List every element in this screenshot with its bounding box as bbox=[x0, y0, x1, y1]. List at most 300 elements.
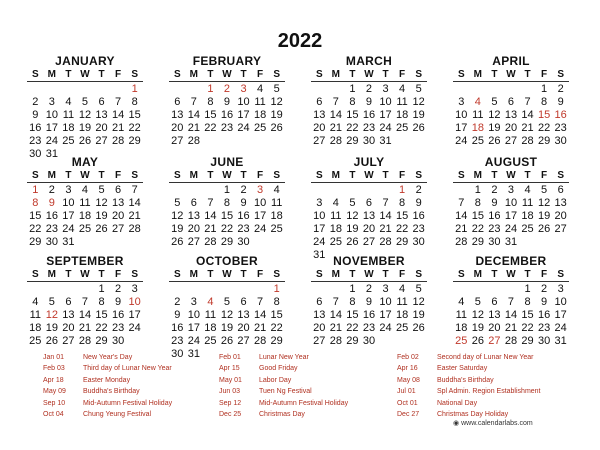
day-cell: 10 bbox=[237, 96, 250, 108]
empty-cell bbox=[219, 135, 236, 148]
day-cell: 22 bbox=[471, 223, 484, 235]
day-cell: 27 bbox=[95, 135, 108, 147]
day-cell: 5 bbox=[415, 83, 422, 95]
day-cell: 13 bbox=[313, 109, 326, 121]
day-cell: 4 bbox=[65, 96, 72, 108]
weekday-label: T bbox=[98, 69, 105, 80]
day-cell: 24 bbox=[455, 135, 468, 147]
day-cell: 8 bbox=[273, 296, 280, 308]
day-cell: 24 bbox=[253, 223, 267, 235]
holiday-item bbox=[397, 363, 541, 374]
empty-cell bbox=[235, 135, 252, 148]
day-cell: 19 bbox=[412, 109, 425, 121]
day-cell: 31 bbox=[554, 335, 567, 347]
month-december bbox=[453, 254, 569, 348]
day-cell: 27 bbox=[111, 223, 125, 235]
weekday-label: M bbox=[189, 69, 199, 80]
day-cell: 15 bbox=[521, 309, 534, 321]
day-cell: 26 bbox=[412, 122, 425, 134]
day-cell: 15 bbox=[95, 309, 108, 321]
day-cell: 5 bbox=[474, 296, 481, 308]
empty-cell bbox=[552, 236, 569, 249]
day-cell: 20 bbox=[171, 122, 184, 134]
week-row bbox=[27, 283, 143, 296]
empty-cell bbox=[268, 236, 285, 249]
empty-cell bbox=[503, 83, 520, 96]
weekday-label: M bbox=[331, 269, 341, 280]
weekday-label: M bbox=[331, 69, 341, 80]
day-cell: 28 bbox=[204, 236, 217, 248]
day-cell: 7 bbox=[507, 296, 515, 308]
holiday-item bbox=[397, 398, 541, 409]
holiday-item bbox=[43, 409, 172, 420]
day-cell: 2 bbox=[557, 83, 564, 95]
holiday-column bbox=[397, 352, 541, 420]
day-cell: 24 bbox=[45, 135, 58, 147]
day-cell: 27 bbox=[488, 335, 501, 347]
day-cell: 4 bbox=[399, 83, 406, 95]
day-cell: 20 bbox=[313, 122, 326, 134]
day-cell: 17 bbox=[45, 122, 58, 134]
holiday-name: Buddha's Birthday bbox=[83, 388, 140, 396]
day-cell: 7 bbox=[458, 197, 465, 209]
weekday-label: F bbox=[257, 69, 264, 80]
day-cell: 18 bbox=[395, 309, 409, 321]
day-cell: 11 bbox=[254, 96, 266, 108]
day-cell: 17 bbox=[379, 109, 392, 121]
day-cell: 21 bbox=[379, 223, 392, 235]
empty-cell bbox=[202, 184, 219, 197]
empty-cell bbox=[536, 236, 553, 249]
day-cell: 29 bbox=[471, 236, 484, 248]
day-cell: 9 bbox=[415, 197, 422, 209]
day-cell: 30 bbox=[29, 148, 42, 160]
week-row bbox=[169, 184, 285, 197]
empty-cell bbox=[486, 283, 503, 296]
day-cell: 24 bbox=[379, 322, 392, 334]
footer-link[interactable]: www.calendarlabs.com bbox=[461, 420, 533, 427]
day-cell: 17 bbox=[379, 309, 392, 321]
day-cell: 18 bbox=[471, 122, 484, 134]
day-cell: 21 bbox=[504, 322, 518, 334]
day-cell: 30 bbox=[237, 236, 250, 248]
weekday-label: M bbox=[47, 69, 57, 80]
day-cell: 9 bbox=[541, 296, 548, 308]
week-row bbox=[453, 322, 569, 335]
empty-cell bbox=[361, 184, 378, 197]
day-cell: 29 bbox=[128, 135, 141, 147]
holiday-name: Easter Saturday bbox=[437, 365, 488, 373]
day-cell: 5 bbox=[415, 283, 422, 295]
empty-cell bbox=[27, 283, 44, 296]
day-cell: 25 bbox=[455, 335, 468, 347]
holiday-item bbox=[219, 398, 348, 409]
holiday-name: Christmas Day bbox=[259, 411, 305, 419]
day-cell: 16 bbox=[45, 210, 58, 222]
day-cell: 23 bbox=[488, 223, 501, 235]
week-row bbox=[453, 135, 569, 148]
day-cell: 2 bbox=[365, 83, 373, 95]
empty-cell bbox=[252, 283, 269, 296]
holiday-name: Tuen Ng Festival bbox=[259, 388, 312, 396]
day-cell: 21 bbox=[204, 223, 217, 235]
day-cell: 5 bbox=[491, 96, 498, 108]
weekday-label: M bbox=[331, 170, 341, 181]
day-cell: 30 bbox=[171, 348, 184, 360]
day-cell: 12 bbox=[220, 309, 234, 321]
week-row bbox=[311, 83, 427, 96]
day-cell: 28 bbox=[379, 236, 392, 248]
day-cell: 7 bbox=[332, 296, 339, 308]
weekday-header bbox=[311, 169, 427, 183]
day-cell: 8 bbox=[474, 197, 481, 209]
day-cell: 9 bbox=[557, 96, 564, 108]
day-cell: 14 bbox=[187, 109, 200, 121]
day-cell: 19 bbox=[537, 210, 551, 222]
week-row bbox=[27, 223, 143, 236]
week-row bbox=[169, 309, 285, 322]
holiday-item bbox=[219, 352, 348, 363]
empty-cell bbox=[126, 236, 143, 249]
page-title: 2022 bbox=[277, 30, 323, 52]
day-cell: 22 bbox=[395, 223, 409, 235]
day-cell: 19 bbox=[270, 109, 283, 121]
day-cell: 10 bbox=[128, 296, 141, 308]
weekday-label: T bbox=[207, 69, 214, 80]
day-cell: 10 bbox=[253, 197, 267, 209]
day-cell: 27 bbox=[313, 335, 326, 347]
day-cell: 4 bbox=[399, 283, 406, 295]
day-cell: 10 bbox=[455, 109, 468, 121]
day-cell: 5 bbox=[273, 83, 280, 95]
holiday-name: New Year's Day bbox=[83, 354, 133, 361]
holiday-item bbox=[43, 352, 172, 363]
weekday-header bbox=[169, 268, 285, 282]
month-name: APRIL bbox=[492, 54, 530, 68]
empty-cell bbox=[470, 83, 487, 96]
day-cell: 20 bbox=[504, 122, 518, 134]
empty-cell bbox=[202, 135, 219, 148]
week-row bbox=[453, 236, 569, 249]
day-cell: 29 bbox=[95, 335, 108, 347]
day-cell: 13 bbox=[95, 109, 108, 121]
week-row bbox=[311, 236, 427, 249]
empty-cell bbox=[44, 83, 61, 96]
empty-cell bbox=[60, 283, 77, 296]
day-cell: 25 bbox=[471, 135, 484, 147]
day-cell: 26 bbox=[488, 135, 501, 147]
day-cell: 9 bbox=[48, 197, 55, 209]
day-cell: 29 bbox=[270, 335, 283, 347]
month-may bbox=[27, 155, 143, 249]
day-cell: 13 bbox=[171, 109, 184, 121]
day-cell: 30 bbox=[45, 236, 58, 248]
day-cell: 16 bbox=[111, 309, 125, 321]
day-cell: 16 bbox=[237, 210, 250, 222]
day-cell: 16 bbox=[488, 210, 501, 222]
day-cell: 3 bbox=[557, 283, 564, 295]
day-cell: 2 bbox=[32, 96, 39, 108]
weekday-label: T bbox=[382, 269, 389, 280]
day-cell: 1 bbox=[273, 283, 280, 295]
day-cell: 8 bbox=[349, 296, 356, 308]
empty-cell bbox=[169, 83, 186, 96]
day-cell: 5 bbox=[223, 296, 231, 308]
day-cell: 7 bbox=[207, 197, 214, 209]
weekday-label: F bbox=[399, 69, 406, 80]
holiday-name: Second day of Lunar New Year bbox=[437, 354, 534, 361]
empty-cell bbox=[470, 283, 487, 296]
empty-cell bbox=[93, 83, 110, 96]
day-cell: 21 bbox=[128, 210, 141, 222]
weekday-label: S bbox=[173, 69, 181, 80]
week-row bbox=[453, 83, 569, 96]
holiday-name: Spl Admin. Region Establishment bbox=[437, 388, 541, 396]
empty-cell bbox=[252, 236, 269, 249]
weekday-label: S bbox=[273, 170, 280, 181]
day-cell: 17 bbox=[128, 309, 141, 321]
empty-cell bbox=[77, 236, 94, 249]
day-cell: 1 bbox=[349, 283, 356, 295]
holiday-date: Sep 10 bbox=[43, 399, 66, 407]
day-cell: 18 bbox=[29, 322, 42, 334]
day-cell: 27 bbox=[171, 135, 184, 147]
empty-cell bbox=[268, 135, 285, 148]
day-cell: 11 bbox=[521, 197, 534, 209]
week-row bbox=[453, 197, 569, 210]
day-cell: 1 bbox=[349, 83, 356, 95]
week-row bbox=[169, 335, 285, 348]
day-cell: 10 bbox=[379, 296, 392, 308]
holiday-name: Mid-Autumn Festival Holiday bbox=[83, 399, 173, 407]
day-cell: 17 bbox=[187, 322, 200, 334]
holiday-column bbox=[219, 352, 348, 420]
day-cell: 10 bbox=[45, 109, 58, 121]
day-cell: 10 bbox=[379, 96, 392, 108]
day-cell: 22 bbox=[204, 122, 217, 134]
day-cell: 8 bbox=[131, 96, 138, 108]
week-row bbox=[169, 83, 285, 96]
weekday-header bbox=[453, 169, 569, 183]
weekday-label: F bbox=[399, 269, 406, 280]
holiday-item bbox=[43, 398, 172, 409]
holiday-name: Good Friday bbox=[259, 365, 298, 373]
day-cell: 14 bbox=[128, 197, 141, 209]
empty-cell bbox=[60, 83, 77, 96]
weekday-label: S bbox=[557, 170, 564, 181]
holiday-item bbox=[219, 409, 348, 420]
weekday-label: T bbox=[349, 269, 356, 280]
month-january bbox=[27, 54, 143, 161]
weekday-label: W bbox=[506, 69, 516, 80]
week-row bbox=[169, 296, 285, 309]
empty-cell bbox=[219, 283, 236, 296]
holiday-item bbox=[219, 375, 348, 386]
day-cell: 14 bbox=[111, 109, 125, 121]
weekday-label: S bbox=[173, 170, 181, 181]
weekday-label: S bbox=[557, 269, 564, 280]
week-row bbox=[27, 83, 143, 96]
day-cell: 23 bbox=[220, 122, 234, 134]
weekday-label: W bbox=[80, 170, 90, 181]
day-cell: 30 bbox=[412, 236, 425, 248]
day-cell: 25 bbox=[253, 122, 267, 134]
empty-cell bbox=[77, 83, 94, 96]
empty-cell bbox=[202, 283, 219, 296]
day-cell: 13 bbox=[554, 197, 567, 209]
day-cell: 28 bbox=[504, 335, 518, 347]
empty-cell bbox=[110, 83, 127, 96]
week-row bbox=[169, 283, 285, 296]
day-cell: 15 bbox=[204, 109, 217, 121]
day-cell: 22 bbox=[346, 322, 359, 334]
day-cell: 2 bbox=[491, 184, 498, 196]
day-cell: 12 bbox=[471, 309, 484, 321]
day-cell: 15 bbox=[537, 109, 551, 121]
holiday-date: Jan 01 bbox=[43, 354, 65, 361]
day-cell: 6 bbox=[174, 96, 181, 108]
week-row bbox=[27, 135, 143, 148]
day-cell: 6 bbox=[98, 96, 105, 108]
day-cell: 10 bbox=[187, 309, 200, 321]
weekday-label: T bbox=[240, 269, 247, 280]
day-cell: 19 bbox=[346, 223, 359, 235]
holiday-name: Lunar New Year bbox=[259, 354, 309, 361]
weekday-label: S bbox=[31, 269, 39, 280]
holiday-date: Dec 27 bbox=[397, 411, 420, 419]
day-cell: 18 bbox=[62, 122, 75, 134]
day-cell: 7 bbox=[382, 197, 389, 209]
day-cell: 27 bbox=[362, 236, 376, 248]
day-cell: 1 bbox=[474, 184, 481, 196]
week-row bbox=[311, 184, 427, 197]
week-row bbox=[169, 122, 285, 135]
day-cell: 30 bbox=[537, 335, 551, 347]
holiday-item bbox=[43, 375, 172, 386]
weekday-label: T bbox=[524, 69, 531, 80]
day-cell: 13 bbox=[313, 309, 326, 321]
day-cell: 20 bbox=[187, 223, 200, 235]
weekday-label: T bbox=[349, 69, 356, 80]
empty-cell bbox=[169, 283, 186, 296]
day-cell: 21 bbox=[253, 322, 267, 334]
day-cell: 17 bbox=[313, 223, 326, 235]
weekday-header bbox=[169, 169, 285, 183]
day-cell: 23 bbox=[554, 122, 567, 134]
empty-cell bbox=[328, 184, 345, 197]
day-cell: 1 bbox=[98, 283, 105, 295]
empty-cell bbox=[311, 283, 328, 296]
day-cell: 25 bbox=[270, 223, 283, 235]
day-cell: 9 bbox=[32, 109, 39, 121]
weekday-label: T bbox=[240, 170, 247, 181]
day-cell: 6 bbox=[491, 296, 498, 308]
weekday-label: W bbox=[222, 170, 232, 181]
day-cell: 4 bbox=[32, 296, 39, 308]
day-cell: 7 bbox=[257, 296, 264, 308]
day-cell: 26 bbox=[220, 335, 234, 347]
day-cell: 26 bbox=[346, 236, 359, 248]
day-cell: 5 bbox=[81, 96, 89, 108]
day-cell: 31 bbox=[313, 249, 326, 261]
weekday-label: T bbox=[65, 170, 72, 181]
day-cell: 16 bbox=[537, 309, 551, 321]
day-cell: 25 bbox=[29, 335, 42, 347]
weekday-label: S bbox=[415, 269, 422, 280]
day-cell: 3 bbox=[382, 283, 389, 295]
week-row bbox=[27, 122, 143, 135]
day-cell: 2 bbox=[223, 83, 231, 95]
empty-cell bbox=[453, 283, 470, 296]
weekday-label: S bbox=[31, 170, 39, 181]
week-row bbox=[169, 236, 285, 249]
weekday-label: W bbox=[364, 170, 374, 181]
week-row bbox=[27, 322, 143, 335]
day-cell: 22 bbox=[220, 223, 234, 235]
day-cell: 30 bbox=[488, 236, 501, 248]
day-cell: 17 bbox=[455, 122, 468, 134]
day-cell: 4 bbox=[81, 184, 89, 196]
week-row bbox=[453, 96, 569, 109]
weekday-label: F bbox=[399, 170, 406, 181]
day-cell: 11 bbox=[79, 197, 91, 209]
day-cell: 24 bbox=[187, 335, 200, 347]
week-row bbox=[27, 309, 143, 322]
week-row bbox=[311, 322, 427, 335]
day-cell: 24 bbox=[62, 223, 75, 235]
week-row bbox=[27, 210, 143, 223]
weekday-label: S bbox=[457, 170, 465, 181]
day-cell: 21 bbox=[329, 122, 342, 134]
weekday-label: T bbox=[65, 69, 72, 80]
week-row bbox=[311, 109, 427, 122]
day-cell: 9 bbox=[115, 296, 122, 308]
day-cell: 26 bbox=[412, 322, 425, 334]
day-cell: 21 bbox=[111, 122, 125, 134]
day-cell: 23 bbox=[29, 135, 42, 147]
day-cell: 12 bbox=[78, 109, 92, 121]
day-cell: 16 bbox=[171, 322, 184, 334]
day-cell: 27 bbox=[504, 135, 518, 147]
week-row bbox=[453, 309, 569, 322]
day-cell: 24 bbox=[313, 236, 326, 248]
day-cell: 13 bbox=[362, 210, 376, 222]
week-row bbox=[453, 223, 569, 236]
weekday-label: F bbox=[115, 170, 122, 181]
day-cell: 23 bbox=[412, 223, 425, 235]
day-cell: 3 bbox=[131, 283, 138, 295]
month-name: JUNE bbox=[210, 155, 244, 169]
day-cell: 22 bbox=[270, 322, 283, 334]
day-cell: 29 bbox=[521, 335, 534, 347]
day-cell: 16 bbox=[362, 309, 376, 321]
weekday-label: M bbox=[473, 269, 483, 280]
empty-cell bbox=[394, 135, 411, 148]
day-cell: 11 bbox=[330, 210, 342, 222]
week-row bbox=[27, 197, 143, 210]
day-cell: 11 bbox=[204, 309, 217, 321]
month-march bbox=[311, 54, 427, 148]
day-cell: 13 bbox=[62, 309, 75, 321]
week-row bbox=[27, 109, 143, 122]
empty-cell bbox=[328, 283, 345, 296]
day-cell: 24 bbox=[128, 322, 141, 334]
weekday-label: M bbox=[189, 269, 199, 280]
week-row bbox=[169, 96, 285, 109]
empty-cell bbox=[186, 184, 203, 197]
day-cell: 21 bbox=[329, 322, 342, 334]
day-cell: 24 bbox=[504, 223, 518, 235]
